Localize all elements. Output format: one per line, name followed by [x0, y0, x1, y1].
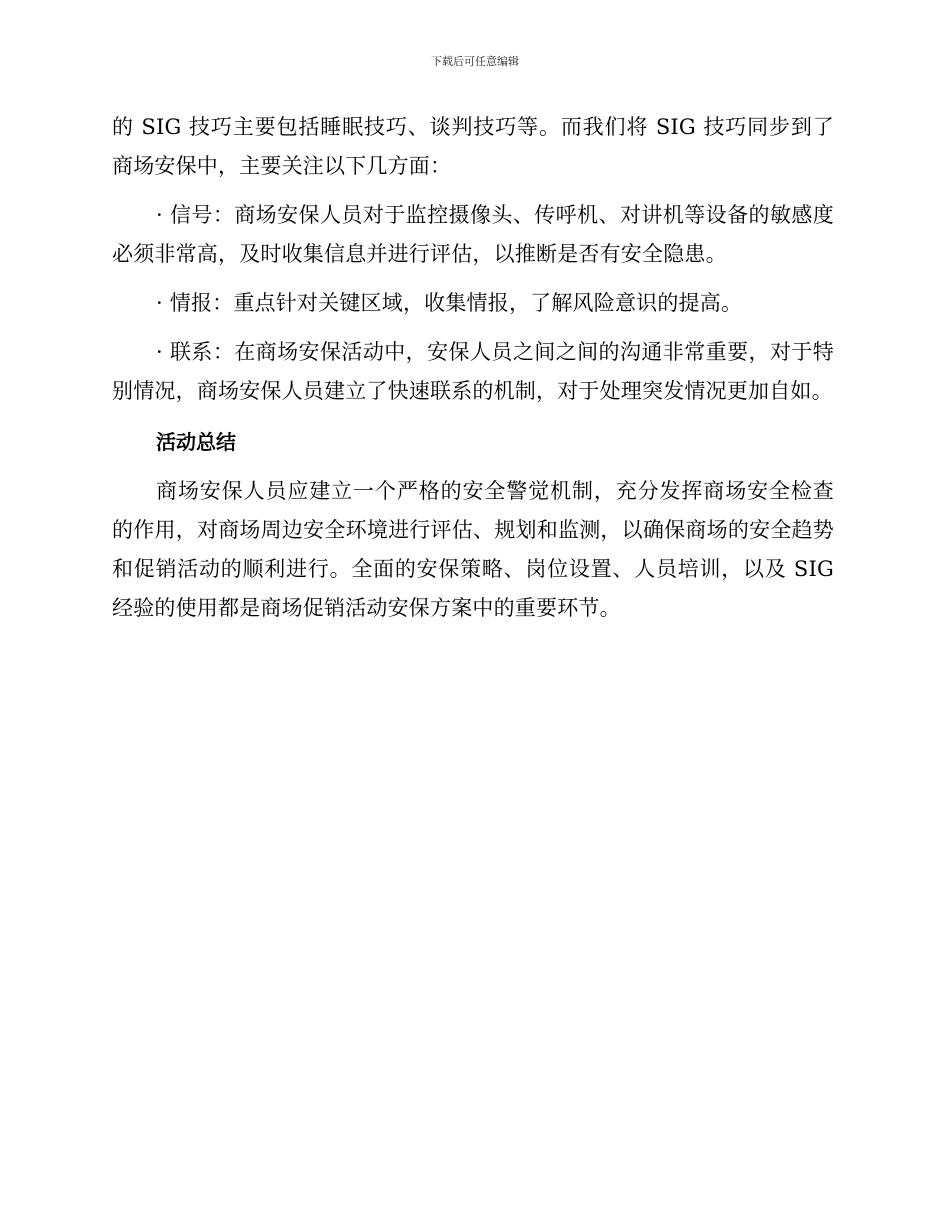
bullet-intelligence: · 情报：重点针对关键区域，收集情报，了解风险意识的提高。: [156, 291, 743, 315]
document-body: [112, 108, 834, 628]
bullet-contact: · 联系：在商场安保活动中，安保人员之间之间的沟通非常重要，对于特别情况，商场安保人员建立了快速联系的机制，对于处理突发情况更加自如。: [112, 340, 834, 403]
section-heading-summary: 活动总结: [156, 430, 236, 454]
intro-paragraph: 的 SIG 技巧主要包括睡眠技巧、谈判技巧等。而我们将 SIG 技巧同步到了商场安保中，主要关注以下几方面：: [112, 115, 834, 178]
summary-paragraph: 商场安保人员应建立一个严格的安全警觉机制，充分发挥商场安全检查的作用，对商场周边安全环境进行评估、规划和监测，以确保商场的安全趋势和促销活动的顺利进行。全面的安保策略、岗位设置、人员培训，以及 SIG 经验的使用都是商场促销活动安保方案中的重要环节。: [112, 479, 834, 620]
bullet-signal: · 信号：商场安保人员对于监控摄像头、传呼机、对讲机等设备的敏感度必须非常高，及时收集信息并进行评估，以推断是否有安全隐患。: [112, 203, 834, 266]
page-header: 下载后可任意编辑: [431, 55, 519, 68]
